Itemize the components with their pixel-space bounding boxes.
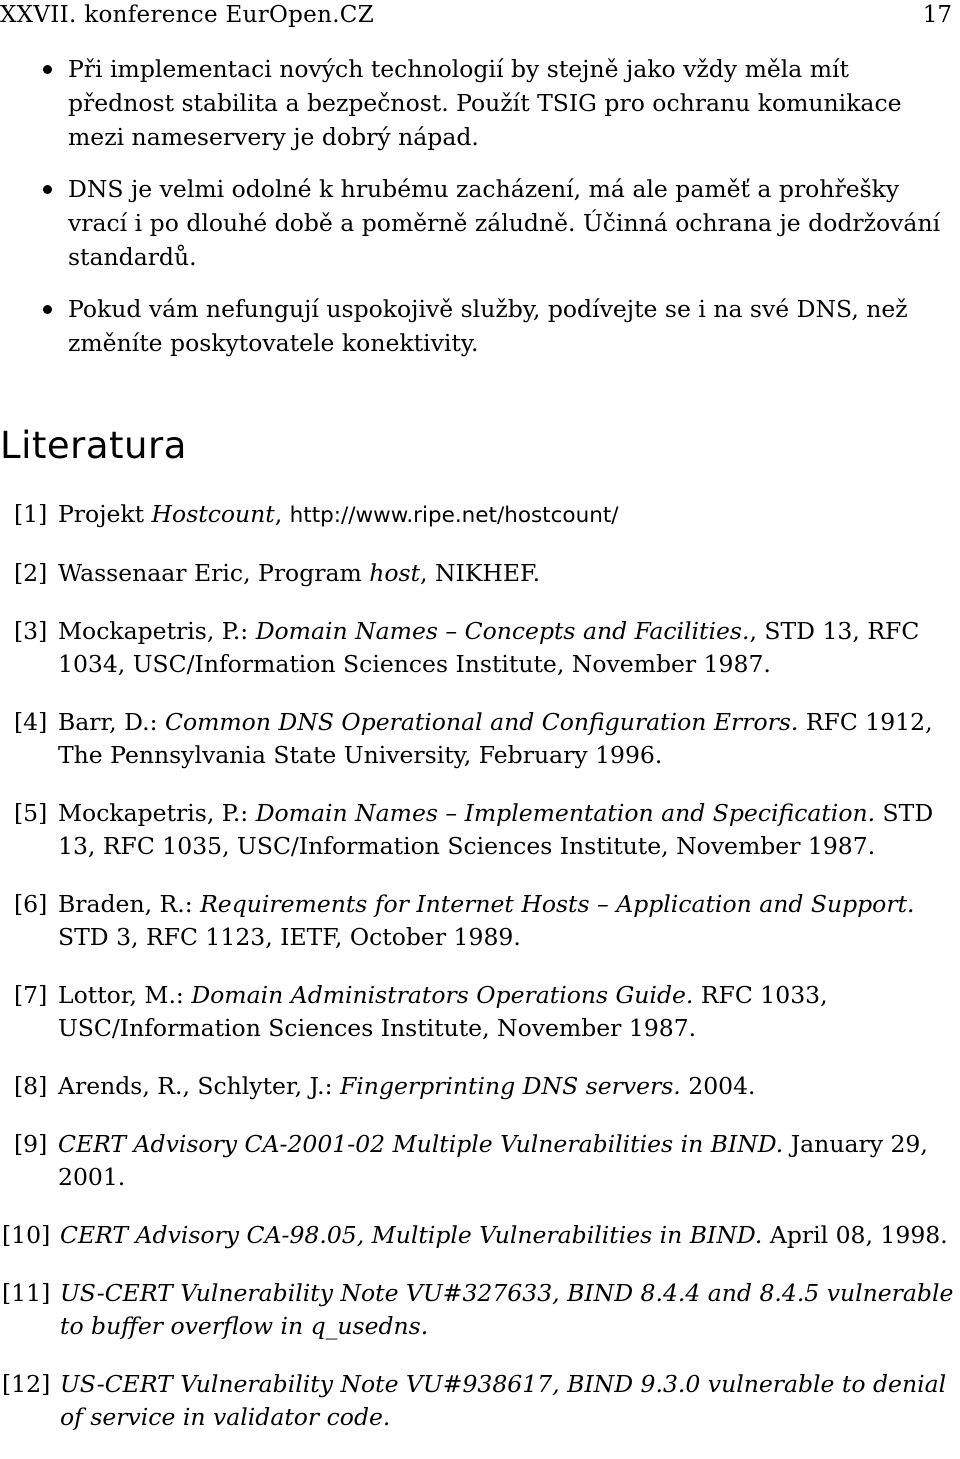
reference-details: April 08, 1998. [762, 1221, 948, 1249]
reference-item [0, 979, 958, 1045]
bullet-dot [43, 65, 52, 74]
reference-number: [4] [14, 708, 48, 736]
reference-authors: Mockapetris, P.: [58, 799, 256, 827]
bullet-item [0, 52, 958, 154]
reference-authors: Lottor, M.: [58, 981, 192, 1009]
reference-item [0, 797, 958, 863]
reference-title: Domain Names – Concepts and Facilities. [255, 617, 750, 645]
reference-authors: Projekt [58, 500, 152, 528]
reference-number: [7] [14, 981, 48, 1009]
reference-authors: Wassenaar Eric, Program [58, 559, 370, 587]
reference-title: US-CERT Vulnerability Note VU#327633, BIND 8.4.4 and 8.4.5 vulnerable to buffer overflow in q_usedns. [60, 1279, 954, 1340]
reference-title: Hostcount [151, 500, 275, 528]
reference-authors: Mockapetris, P.: [58, 617, 256, 645]
reference-details: RFC 1033, USC/Information Sciences Institute, November 1987. [58, 981, 828, 1042]
reference-details: RFC 1912, The Pennsylvania State University, February 1996. [58, 708, 933, 769]
reference-item [0, 557, 958, 590]
reference-number: [8] [14, 1072, 48, 1100]
reference-item [0, 1219, 958, 1252]
reference-number: [10] [2, 1221, 51, 1249]
bullet-item [0, 172, 958, 274]
reference-details: January 29, 2001. [58, 1130, 928, 1191]
reference-item [0, 888, 958, 954]
reference-title: host [369, 559, 421, 587]
reference-number: [12] [2, 1370, 51, 1398]
reference-item [0, 706, 958, 772]
reference-title: Domain Administrators Operations Guide. [191, 981, 694, 1009]
reference-number: [3] [14, 617, 48, 645]
reference-details: , STD 13, RFC 1034, USC/Information Sciences Institute, November 1987. [58, 617, 920, 678]
reference-title: Domain Names – Implementation and Specification. [255, 799, 876, 827]
reference-item [0, 615, 958, 681]
bullet-text: Pokud vám nefungují uspokojivě služby, podívejte se i na své DNS, než změníte poskytovatele konektivity. [68, 295, 908, 357]
reference-title: CERT Advisory CA-2001-02 Multiple Vulnerabilities in BIND. [58, 1130, 784, 1158]
reference-title: Requirements for Internet Hosts – Application and Support. [200, 890, 915, 918]
reference-details: , [274, 500, 290, 528]
reference-authors: Braden, R.: [58, 890, 201, 918]
bullet-dot [43, 305, 52, 314]
section-heading: Literatura [0, 424, 187, 467]
bullet-list [0, 52, 958, 378]
reference-number: [5] [14, 799, 48, 827]
reference-item [0, 1070, 958, 1103]
reference-number: [2] [14, 559, 48, 587]
reference-number: [11] [2, 1279, 51, 1307]
reference-details: STD 13, RFC 1035, USC/Information Sciences Institute, November 1987. [58, 799, 934, 860]
reference-item [0, 1128, 958, 1194]
reference-url[interactable]: http://www.ripe.net/hostcount/ [289, 503, 619, 528]
page-header [0, 0, 958, 34]
bullet-text: Při implementaci nových technologií by stejně jako vždy měla mít přednost stabilita a bezpečnost. Použít TSIG pro ochranu komunikace mezi nameservery je dobrý nápad. [68, 55, 902, 151]
reference-item [0, 1368, 958, 1434]
reference-authors: Arends, R., Schlyter, J.: [58, 1072, 340, 1100]
reference-title: US-CERT Vulnerability Note VU#938617, BIND 9.3.0 vulnerable to denial of service in validator code. [60, 1370, 947, 1431]
reference-title: CERT Advisory CA-98.05, Multiple Vulnerabilities in BIND. [60, 1221, 763, 1249]
reference-number: [1] [14, 500, 48, 528]
reference-number: [9] [14, 1130, 48, 1158]
page-number: 17 [922, 2, 952, 28]
reference-list [0, 498, 958, 1459]
reference-authors: Barr, D.: [58, 708, 165, 736]
reference-item [0, 498, 958, 532]
bullet-dot [43, 185, 52, 194]
reference-details: STD 3, RFC 1123, IETF, October 1989. [58, 923, 521, 951]
reference-title: Fingerprinting DNS servers. [339, 1072, 681, 1100]
reference-details: , NIKHEF. [420, 559, 541, 587]
reference-number: [6] [14, 890, 48, 918]
reference-title: Common DNS Operational and Configuration Errors. [164, 708, 799, 736]
conference-title: XXVII. konference EurOpen.CZ [0, 2, 374, 28]
reference-details: 2004. [680, 1072, 756, 1100]
bullet-item [0, 292, 958, 360]
bullet-text: DNS je velmi odolné k hrubému zacházení, má ale paměť a prohřešky vrací i po dlouhé době a poměrně záludně. Účinná ochrana je dodržování standardů. [68, 175, 941, 271]
reference-item [0, 1277, 958, 1343]
